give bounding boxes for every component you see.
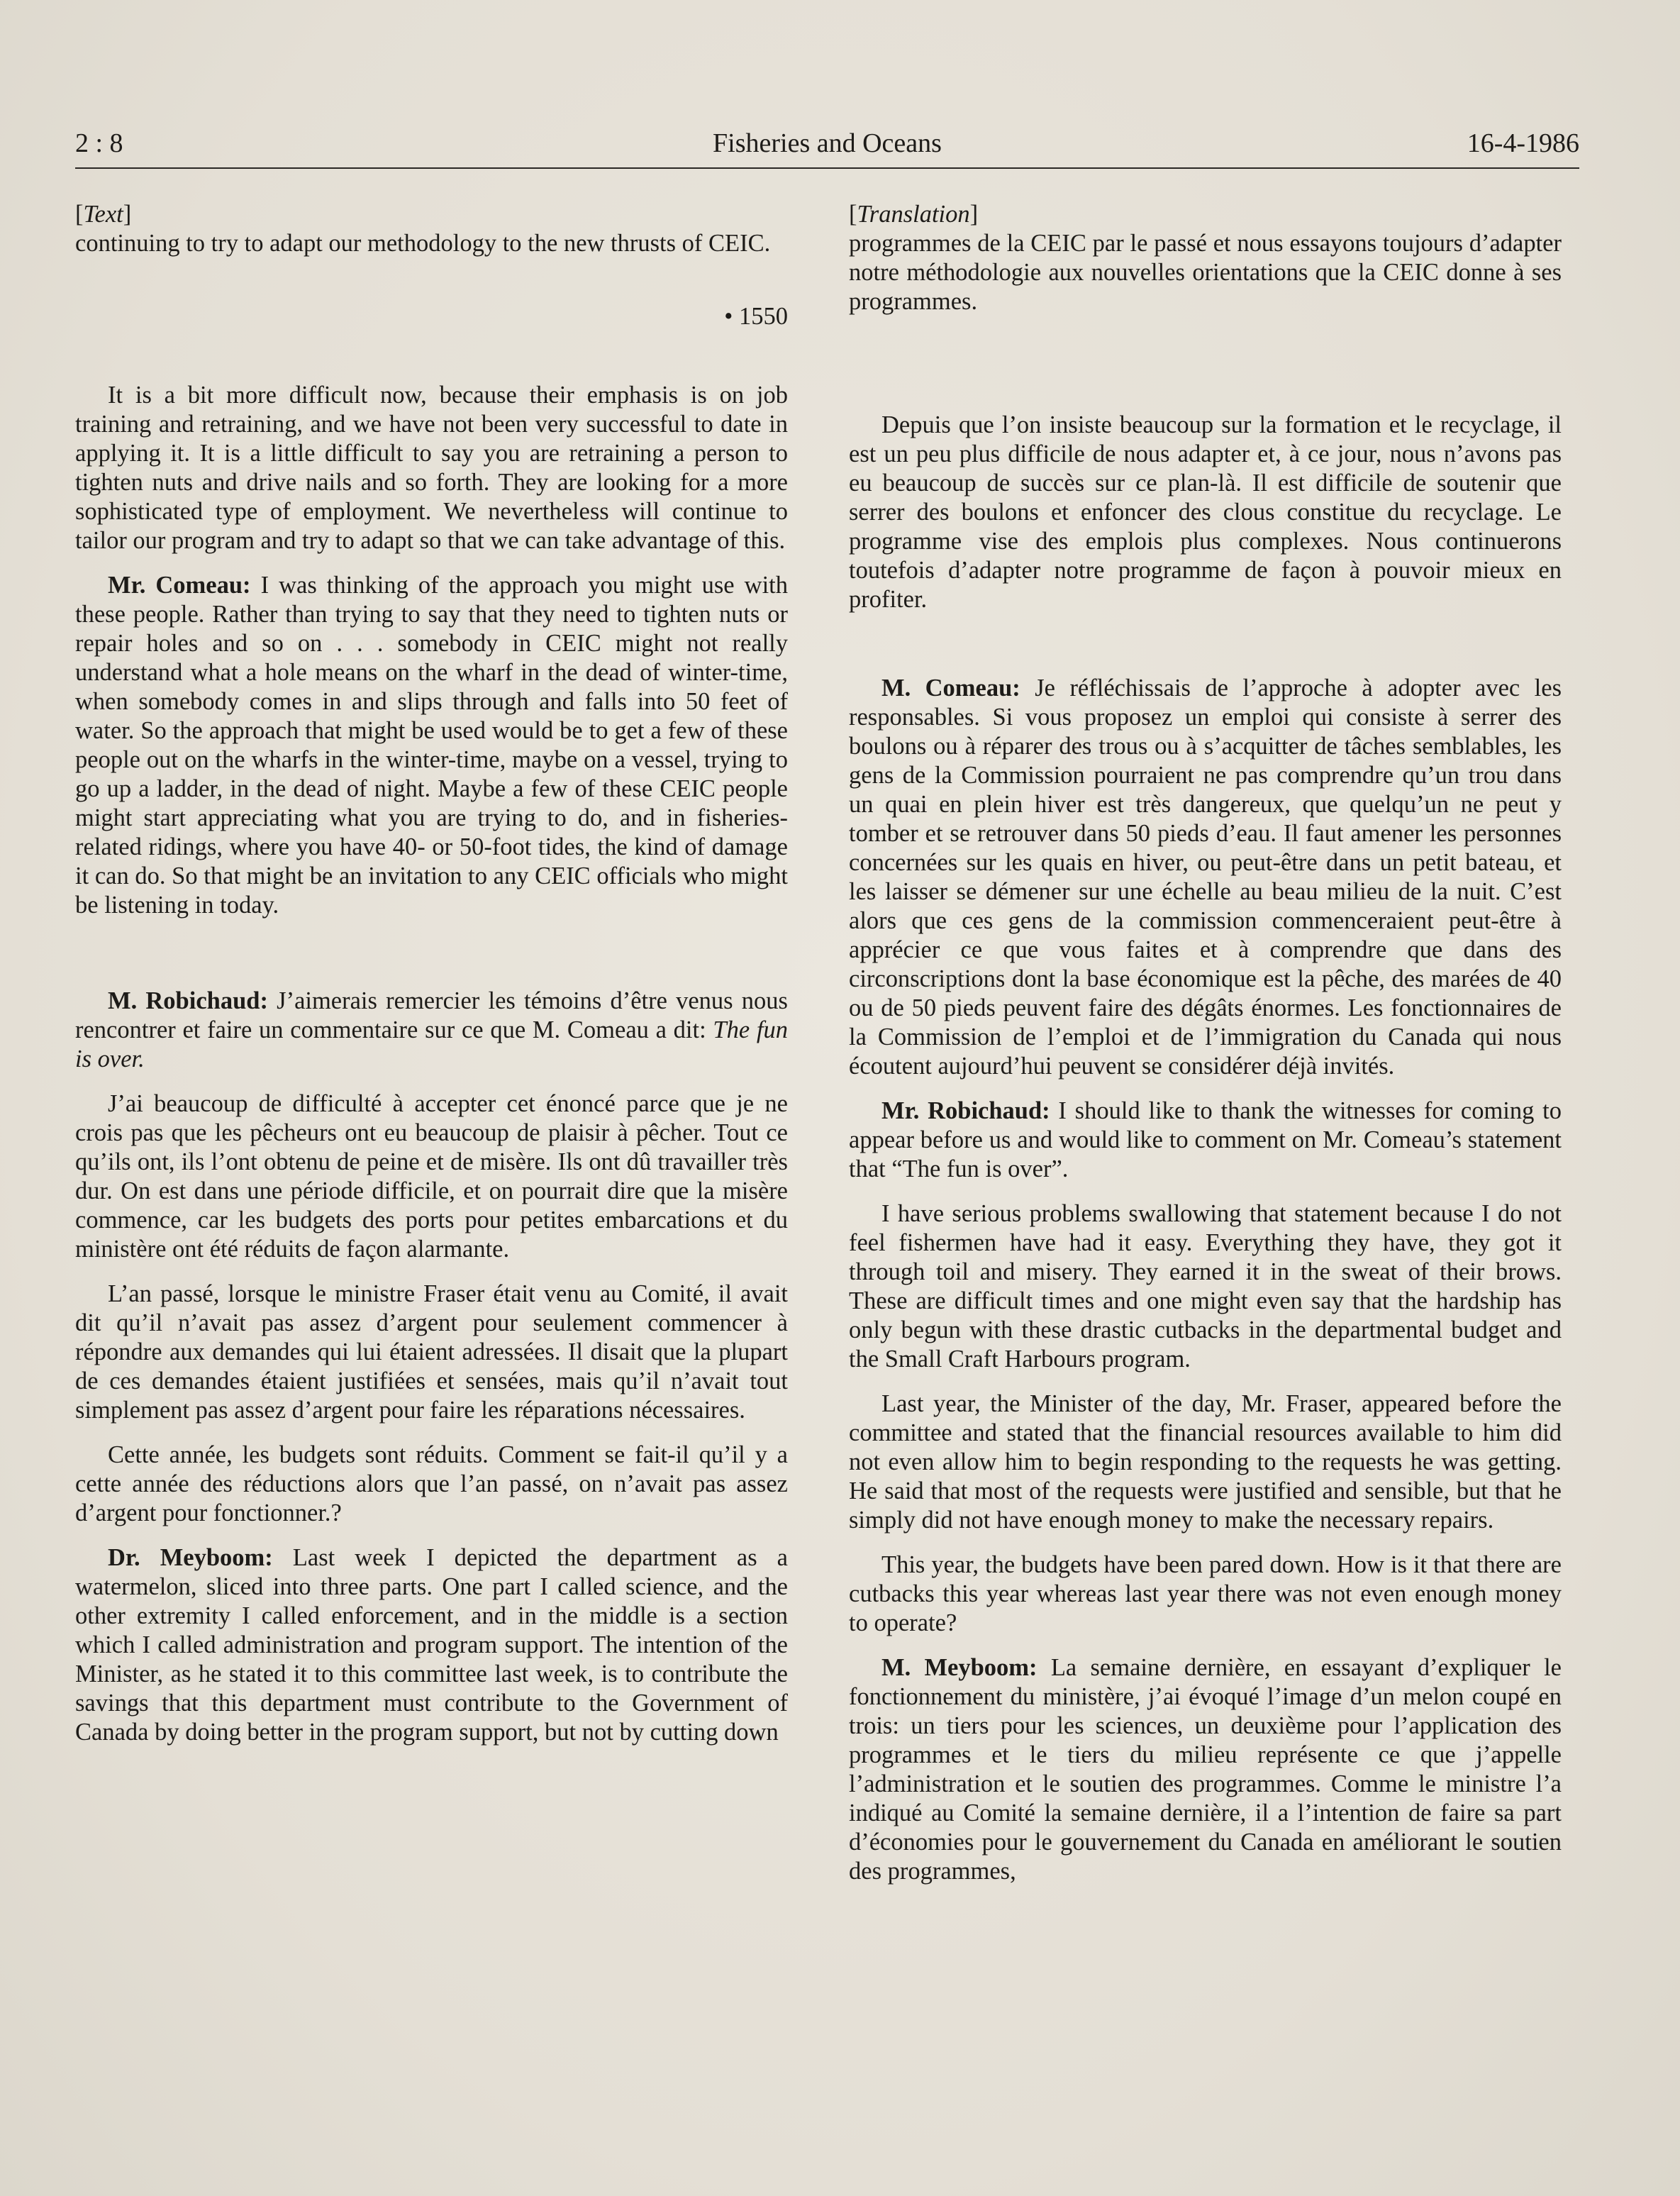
paragraph: Last year, the Minister of the day, Mr. Fraser, appeared before the committee and stated that the financial resources available to him did not even allow him to begin responding to the requests he was getting. He said that most of the requests were justified and sensible, but that he simply did not have enough money to make the necessary repairs.	[849, 1390, 1562, 1534]
speaker-name: Mr. Comeau:	[108, 572, 251, 599]
paragraph: continuing to try to adapt our methodology to the new thrusts of CEIC.	[75, 230, 771, 257]
speaker-name: M. Robichaud:	[108, 987, 268, 1014]
page-number: 2 : 8	[75, 128, 123, 158]
paragraph: Mr. Comeau: I was thinking of the approach you might use with these people. Rather than trying to say that they need to tighten nuts or repair holes and so on . . . somebody in CEIC might not really understand what a hole means on the wharf in the dead of winter-time, when somebody comes in and slips through and falls into 50 feet of water. So the approach that might be used would be to get a few of these people out on the wharfs in the winter-time, maybe on a vessel, trying to go up a ladder, in the dead of night. Maybe a few of these CEIC people might start appreciating what you are trying to do, and in fisheries-related ridings, where you have 40- or 50-foot tides, the kind of damage it can do. So that might be an invitation to any CEIC officials who might be listening in today.	[75, 572, 788, 919]
paragraph: L’an passé, lorsque le ministre Fraser était venu au Comité, il avait dit qu’il n’avait pas assez d’argent pour seulement commencer à répondre aux demandes qui lui étaient adressées. Il disait que la plupart de ces demandes étaient justifiées et sensées, mais qu’il n’avait tout simplement pas assez d’argent pour faire les réparations nécessaires.	[75, 1280, 788, 1424]
paragraph: Depuis que l’on insiste beaucoup sur la formation et le recyclage, il est un peu plus difficile de nous adapter et, à ce jour, nous n’avons pas eu beaucoup de succès sur ce plan-là. Il est difficile de soutenir que serrer des boulons et enfoncer des clous constitue du recyclage. Le programme vise des emplois plus complexes. Nous continuerons toutefois d’adapter notre programme de façon à pouvoir mieux en profiter.	[849, 411, 1562, 613]
publication-title: Fisheries and Oceans	[713, 128, 942, 158]
speaker-name: Mr. Robichaud:	[881, 1097, 1050, 1124]
sitting-date: 16-4-1986	[1467, 128, 1579, 158]
paragraph: I have serious problems swallowing that statement because I do not feel fishermen have had it easy. Everything they have, they got it through toil and misery. They earned it in the sweat of their brows. These are difficult times and one might even say that the hardship has only begun with these drastic cutbacks in the departmental budget and the Small Craft Harbours program.	[849, 1200, 1562, 1372]
language-label: [Translation]	[849, 201, 979, 228]
paragraph: programmes de la CEIC par le passé et nous essayons toujours d’adapter notre méthodologie aux nouvelles orientations que la CEIC donne à ses programmes.	[849, 230, 1562, 315]
paragraph: J’ai beaucoup de difficulté à accepter cet énoncé parce que je ne crois pas que les pêcheurs ont eu beaucoup de plaisir à pêcher. Tout ce qu’ils ont, ils l’ont obtenu de peine et de misère. Ils ont dû travailler très dur. On est dans une période difficile, et on pourrait dire que la misère commence, car les budgets des ports pour petites embarcations et du ministère ont été réduits de façon alarmante.	[75, 1090, 788, 1263]
right-column	[849, 200, 1562, 1886]
left-column	[75, 200, 788, 1747]
paragraph: This year, the budgets have been pared down. How is it that there are cutbacks this year whereas last year there was not even enough money to operate?	[849, 1551, 1562, 1636]
paragraph: Dr. Meyboom: Last week I depicted the department as a watermelon, sliced into three parts. One part I called science, and the other extremity I called enforcement, and in the middle is a section which I called administration and program support. The intention of the Minister, as he stated it to this committee last week, is to contribute the savings that this department must contribute to the Government of Canada by doing better in the program support, but not by cutting down	[75, 1544, 788, 1746]
speaker-name: M. Meyboom:	[881, 1654, 1038, 1681]
paragraph: M. Robichaud: J’aimerais remercier les témoins d’être venus nous rencontrer et faire un commentaire sur ce que M. Comeau a dit: The fun is over.	[75, 987, 788, 1072]
language-label: [Text]	[75, 201, 132, 228]
paragraph: M. Meyboom: La semaine dernière, en essayant d’expliquer le fonctionnement du ministère, j’ai évoqué l’image d’un melon coupé en trois: un tiers pour les sciences, un deuxième pour l’application des programmes et le tiers du milieu représente ce que j’appelle l’administration et le soutien des programmes. Comme le ministre l’a indiqué au Comité la semaine dernière, il a l’intention de faire sa part d’économies pour le gouvernement du Canada en améliorant le soutien des programmes,	[849, 1654, 1562, 1885]
paragraph: It is a bit more difficult now, because their emphasis is on job training and retraining, and we have not been very successful to date in applying it. It is a little difficult to say you are retraining a person to tighten nuts and drive nails and so forth. They are looking for a more sophisticated type of employment. We nevertheless will continue to tailor our program and try to adapt so that we can take advantage of this.	[75, 382, 788, 554]
quoted-phrase: The fun is over.	[75, 1016, 788, 1072]
paragraph: M. Comeau: Je réfléchissais de l’approche à adopter avec les responsables. Si vous proposez un emploi qui consiste à serrer des boulons ou à réparer des trous ou à s’acquitter de tâches semblables, les gens de la Commission pourraient ne pas comprendre qu’un trou dans un quai en plein hiver est très dangereux, que quelqu’un ne peut y tomber et se retrouver dans 50 pieds d’eau. Il faut amener les personnes concernées sur les quais en hiver, ou peut-être dans un petit bateau, et les laisser se démener sur une échelle au beau milieu de la nuit. C’est alors que ces gens de la commission commenceraient peut-être à apprécier ce que vous faites et à comprendre que dans des circonscriptions dont la base économique est la pêche, des marées de 40 ou de 50 pieds peuvent faire des dégâts énormes. Les fonctionnaires de la Commission de l’emploi et de l’immigration du Canada qui nous écoutent aujourd’hui peuvent se considérer déjà invités.	[849, 675, 1562, 1080]
speaker-name: M. Comeau:	[881, 675, 1020, 702]
time-stamp: • 1550	[724, 303, 788, 330]
header-rule	[75, 167, 1579, 169]
paragraph: Cette année, les budgets sont réduits. Comment se fait-il qu’il y a cette année des réductions alors que l’an passé, on n’avait pas assez d’argent pour fonctionner.?	[75, 1441, 788, 1526]
paragraph: Mr. Robichaud: I should like to thank the witnesses for coming to appear before us and would like to comment on Mr. Comeau’s statement that “The fun is over”.	[849, 1097, 1562, 1182]
speaker-name: Dr. Meyboom:	[108, 1544, 273, 1571]
page-header	[75, 122, 1579, 165]
